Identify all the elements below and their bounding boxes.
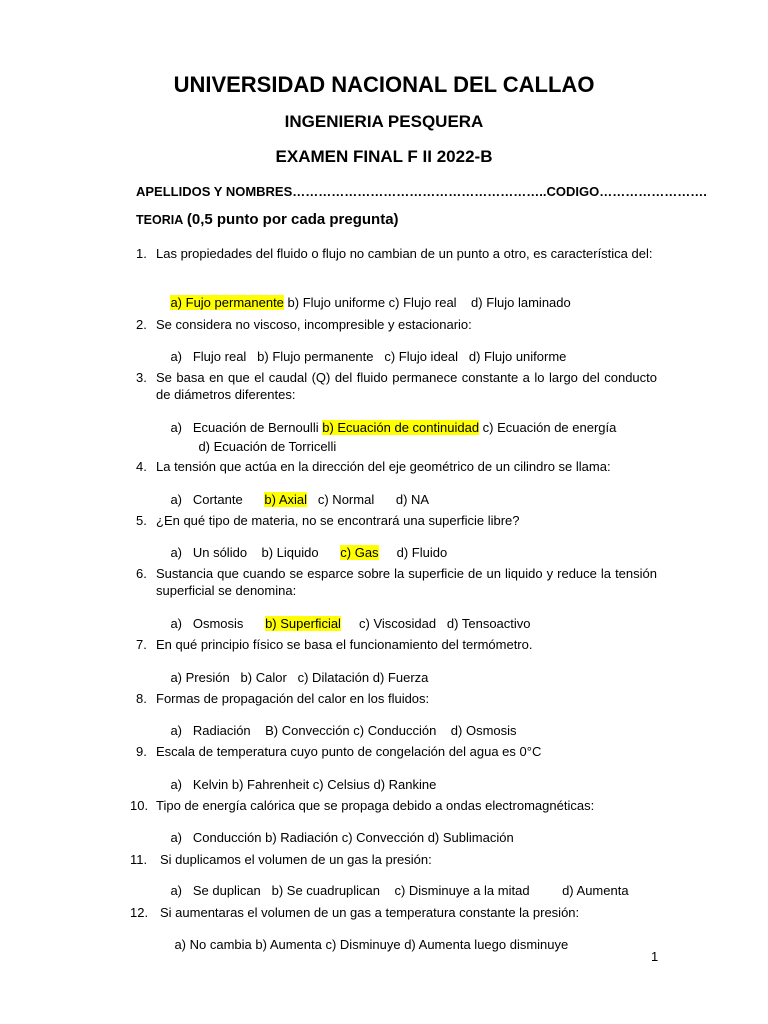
question-text: Si aumentaras el volumen de un gas a temperatura constante la presión:	[160, 905, 580, 920]
student-info-line: APELLIDOS Y NOMBRES…………………………………………………..CODIGO…………………….	[136, 184, 707, 199]
question	[130, 851, 657, 868]
question-text: La tensión que actúa en la dirección del eje geométrico de un cilindro se llama:	[156, 459, 611, 474]
highlighted-answer: b) Ecuación de continuidad	[322, 420, 480, 435]
question-text: Se considera no viscoso, incompresible y estacionario:	[156, 317, 472, 332]
question-number: 8.	[136, 691, 147, 706]
faculty-title: INGENIERIA PESQUERA	[284, 112, 484, 131]
question-number: 5.	[136, 513, 147, 528]
question-number: 9.	[136, 744, 147, 759]
question-text: Tipo de energía calórica que se propaga debido a ondas electromagnéticas:	[156, 798, 595, 813]
question-number: 3.	[136, 370, 147, 385]
question-text: ¿En qué tipo de materia, no se encontrará una superficie libre?	[156, 513, 520, 528]
option-text: a) Se duplican b) Se cuadruplican c) Disminuye a la mitad d) Aumenta	[170, 883, 629, 898]
option-text: d) Ecuación de Torricelli	[198, 439, 337, 454]
question	[136, 316, 657, 333]
question-text: En qué principio físico se basa el funcionamiento del termómetro.	[156, 637, 533, 652]
highlighted-answer: b) Axial	[264, 492, 308, 507]
question-number: 11.	[130, 852, 148, 867]
question	[136, 245, 657, 262]
section-points: (0,5 punto por cada pregunta)	[186, 211, 399, 228]
question	[136, 636, 657, 653]
section-label: TEORIA	[136, 213, 184, 227]
page-number: 1	[651, 949, 659, 964]
option-text: a) Un sólido b) Liquido	[170, 545, 341, 560]
question	[136, 743, 657, 760]
question	[136, 458, 657, 475]
question-text: Las propiedades del fluido o flujo no cambian de un punto a otro, es característica del:	[156, 246, 653, 261]
question	[130, 797, 657, 814]
exam-title: EXAMEN FINAL F II 2022-B	[275, 147, 493, 166]
option-text: a) Radiación B) Convección c) Conducción d) Osmosis	[170, 723, 517, 738]
option-text: a) Flujo real b) Flujo permanente c) Flujo ideal d) Flujo uniforme	[170, 349, 567, 364]
option-text: c) Normal d) NA	[307, 492, 430, 507]
question-number: 1.	[136, 246, 147, 261]
option-text: a) No cambia b) Aumenta c) Disminuye d) Aumenta luego disminuye	[174, 937, 569, 952]
question-text: Se basa en que el caudal (Q) del fluido permanece constante a lo largo del conducto de diámetros diferentes:	[156, 370, 657, 402]
question-number: 12.	[130, 905, 149, 920]
question-number: 7.	[136, 637, 147, 652]
question-text: Si duplicamos el volumen de un gas la presión:	[160, 852, 432, 867]
question-text: Sustancia que cuando se esparce sobre la superficie de un liquido y reduce la tensión superficial se denomina:	[156, 566, 657, 598]
option-text: a) Ecuación de Bernoulli	[170, 420, 323, 435]
question	[136, 690, 657, 707]
option-text: a) Presión b) Calor c) Dilatación d) Fuerza	[170, 670, 429, 685]
question-text: Formas de propagación del calor en los fluidos:	[156, 691, 430, 706]
question	[136, 512, 657, 529]
question	[136, 565, 657, 599]
option-text: c) Viscosidad d) Tensoactivo	[340, 616, 531, 631]
option-text: a) Osmosis	[170, 616, 266, 631]
question-number: 2.	[136, 317, 147, 332]
question-number: 6.	[136, 566, 147, 581]
highlighted-answer: c) Gas	[340, 545, 379, 560]
question-number: 4.	[136, 459, 147, 474]
highlighted-answer: b) Superficial	[265, 616, 341, 631]
highlighted-answer: a) Fujo permanente	[170, 295, 284, 310]
option-text: a) Cortante	[170, 492, 265, 507]
question-text: Escala de temperatura cuyo punto de congelación del agua es 0°C	[156, 744, 542, 759]
option-text: a) Kelvin b) Fahrenheit c) Celsius d) Rankine	[170, 777, 437, 792]
question	[136, 369, 657, 403]
option-text: b) Flujo uniforme c) Flujo real d) Flujo laminado	[283, 295, 571, 310]
section-heading	[136, 211, 399, 228]
option-text: d) Fluido	[378, 545, 448, 560]
question-number: 10.	[130, 798, 149, 813]
university-title: UNIVERSIDAD NACIONAL DEL CALLAO	[173, 72, 595, 97]
option-text: c) Ecuación de energía	[479, 420, 617, 435]
answer-options	[160, 922, 568, 967]
question	[130, 904, 657, 921]
option-text: a) Conducción b) Radiación c) Convección d) Sublimación	[170, 830, 514, 845]
